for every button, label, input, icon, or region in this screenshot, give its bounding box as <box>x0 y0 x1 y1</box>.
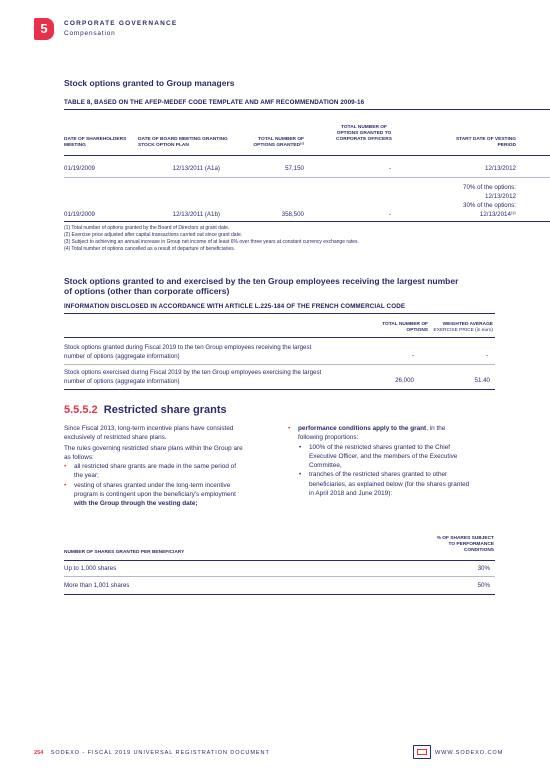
section-title: CORPORATE GOVERNANCE <box>64 20 178 27</box>
bullet-item: • vesting of shares granted under the long-term incentive program is contingent upon the beneficiary’s employment with the Group through the vesting date; <box>64 481 236 508</box>
table8-header-rule <box>64 155 550 156</box>
stock-options-heading: Stock options granted to Group managers <box>64 78 235 88</box>
bullet-icon: • <box>64 481 67 489</box>
table8-cell: 12/13/2011 (A1b) <box>172 211 220 218</box>
info-cell: - <box>411 352 414 359</box>
footnote: (2) Exercise price adjusted after capital transactions carried out since grant date. <box>64 232 243 238</box>
sub-bullet-item: • tranches of the restricted shares granted to other beneficiaries, as explained below (for the shares granted in April 2018 and June 2019): <box>299 471 470 498</box>
table8-cell: 358,500 <box>281 211 304 218</box>
table8-cell: 12/13/2012 <box>485 165 516 172</box>
info-row-label: Stock options granted during Fiscal 2019 to the ten Group employees receiving the largest number of options (aggregate information) <box>64 344 312 360</box>
table8-row-rule <box>64 177 550 178</box>
table8-col-officers: TOTAL NUMBER OF OPTIONS GRANTED TO CORPORATE OFFICERS <box>336 125 392 142</box>
table8-top-rule <box>64 109 550 110</box>
footer-left <box>34 750 270 756</box>
paragraph: The rules governing restricted share plans within the Group are as follows: <box>64 444 243 461</box>
info-col-price: WEIGHTED AVERAGE EXERCISE PRICE (in euro) <box>433 322 493 333</box>
info-cell: 26,000 <box>395 377 414 384</box>
web-icon <box>413 745 431 759</box>
ten-employees-heading-2: of options (other than corporate officers) <box>64 286 230 296</box>
bullet-item: • performance conditions apply to the grant, in the following proportions: <box>288 425 446 442</box>
table8-cell: - <box>388 165 392 172</box>
shares-col-percent: % OF SHARES SUBJECT TO PERFORMANCE CONDITIONS <box>436 536 494 553</box>
info-row-rule <box>64 364 495 365</box>
footnote: (3) Subject to achieving an annual increase in Group net income of at least 6% over three years at constant currency exchange rates. <box>64 239 359 245</box>
section-heading: 5.5.5.2 Restricted share grants <box>64 404 227 416</box>
info-cell: 51.40 <box>474 377 490 384</box>
table8-col-board: DATE OF BOARD MEETING GRANTING STOCK OPTION PLAN <box>138 137 228 148</box>
info-table-top-rule <box>64 313 495 314</box>
table8-cell: - <box>388 211 392 218</box>
table8-col-meeting: DATE OF SHAREHOLDERS MEETING <box>64 137 127 148</box>
website-link[interactable]: WWW.SODEXO.COM <box>435 750 504 756</box>
sub-bullet-item: • 100% of the restricted shares granted to the Chief Executive Officer, and the members of the Executive Committee, <box>299 443 458 470</box>
table8-col-vesting: START DATE OF VESTING PERIOD <box>455 137 516 148</box>
table8-cell: 01/19/2009 <box>64 165 95 172</box>
paragraph: Since Fiscal 2013, long-term incentive plans have consisted exclusively of restricted share plans. <box>64 425 234 442</box>
bullet-icon: • <box>299 471 302 479</box>
bullet-icon: • <box>64 463 67 471</box>
shares-row-label: Up to 1,000 shares <box>64 565 117 572</box>
shares-bottom-rule <box>64 594 495 595</box>
footnote: (1) Total number of options granted by the Board of Directors at grant date. <box>64 225 230 231</box>
shares-row-value: 50% <box>477 582 490 589</box>
document-title: SODEXO - FISCAL 2019 UNIVERSAL REGISTRATION DOCUMENT <box>50 750 270 756</box>
shares-row-rule <box>64 576 495 577</box>
left-column <box>64 424 291 509</box>
table8-cell: 30% of the options: <box>463 202 516 209</box>
chapter-badge: 5 <box>34 18 54 40</box>
info-col-total: TOTAL NUMBER OF OPTIONS <box>382 322 428 333</box>
info-table-caption: INFORMATION DISCLOSED IN ACCORDANCE WITH ARTICLE L.225-184 OF THE FRENCH COMMERCIAL CODE <box>64 303 406 310</box>
info-table-bottom-rule <box>64 389 495 390</box>
table8-col-total: TOTAL NUMBER OF OPTIONS GRANTED⁽¹⁾ <box>253 137 304 148</box>
table8-cell: 12/13/2012 <box>485 193 516 200</box>
table8-cell: 01/19/2009 <box>64 211 95 218</box>
bullet-icon: • <box>288 425 291 432</box>
shares-row-value: 30% <box>477 565 490 572</box>
bullet-item: • all restricted share grants are made in the same period of the year; <box>64 463 236 480</box>
table8-caption: TABLE 8, BASED ON THE AFEP-MEDEF CODE TEMPLATE AND AMF RECOMMENDATION 2009-16 <box>64 99 365 106</box>
bullet-icon: • <box>299 443 302 451</box>
table8-cell: 57,150 <box>285 165 304 172</box>
info-table-header-rule <box>64 337 495 338</box>
table8-cell: 70% of the options: <box>463 184 516 191</box>
page-number: 254 <box>34 750 44 756</box>
table8-bottom-rule <box>64 221 550 222</box>
right-column <box>288 424 516 498</box>
shares-header-rule <box>64 560 495 561</box>
footnote: (4) Total number of options cancelled as a result of departure of beneficiaries. <box>64 246 236 252</box>
info-row-label: Stock options exercised during Fiscal 2019 by the ten Group employees exercising the largest number of options (aggregate information) <box>64 369 322 385</box>
shares-col-label: NUMBER OF SHARES GRANTED PER BENEFICIARY <box>64 550 185 555</box>
shares-row-label: More than 1,001 shares <box>64 582 130 589</box>
table8-cell: 12/13/2011 (A1a) <box>172 165 220 172</box>
info-cell: - <box>485 352 488 359</box>
table8-cell: 12/13/2014⁽³⁾ <box>479 211 516 218</box>
subsection-title: Compensation <box>64 30 116 37</box>
ten-employees-heading: Stock options granted to and exercised by the ten Group employees receiving the largest number <box>64 276 459 286</box>
